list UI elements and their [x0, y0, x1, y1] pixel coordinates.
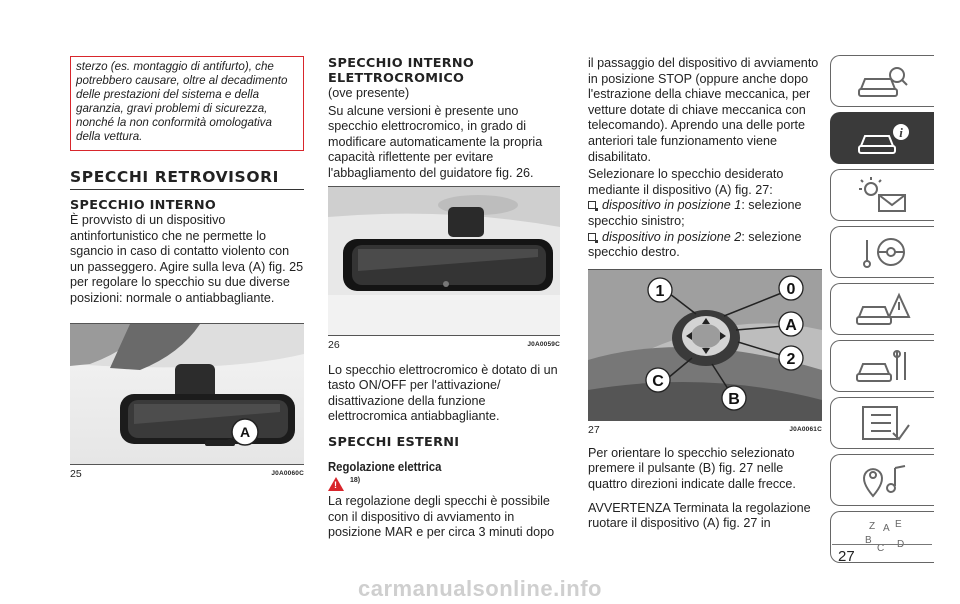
callout-0: 0 [786, 280, 796, 298]
svg-text:D: D [896, 539, 904, 550]
checklist-icon [855, 403, 911, 443]
figure-26-photo [328, 187, 560, 335]
location-music-icon [855, 460, 911, 500]
figure-27-photo [588, 270, 822, 420]
note: (ove presente) [328, 86, 410, 100]
warning-triangle-icon: ! [328, 477, 344, 491]
svg-text:E: E [894, 519, 902, 530]
figure-27-code: J0A0061C [789, 426, 822, 434]
callout-a: A [785, 316, 797, 334]
warning-ref-number: 18) [350, 476, 361, 484]
tab-lights[interactable] [830, 169, 934, 221]
paragraph-1: il passaggio del dispositivo di avviamento in posizione STOP (oppure anche dopo l'estrazione della chiave meccanica, per vetture dotate di chiave meccanica con telecomando). Aprendo una delle porte anteriori tale funzionamento viene disabilitato. [588, 56, 819, 164]
figure-26-number: 26 [328, 338, 340, 351]
tab-multimedia[interactable] [830, 454, 934, 506]
figure-26 [328, 186, 560, 336]
subsection-title-electrochromic: SPECCHIO INTERNO ELETTROCROMICO [328, 56, 475, 86]
bullet-1: dispositivo in posizione 1: selezione specchio sinistro; [588, 198, 802, 228]
paragraph-2: Selezionare lo specchio desiderato mediante il dispositivo (A) fig. 27: [588, 167, 784, 197]
minor-title: Regolazione elettrica [328, 459, 442, 474]
figure-26-caption [328, 336, 560, 351]
tab-car-search[interactable] [830, 55, 934, 107]
figure-26-code: J0A0059C [527, 341, 560, 349]
warning-text: sterzo (es. montaggio di antifurto), che potrebbero causare, oltre al decadimento delle prestazioni del sistema e della garanzia, gravi problemi di sicurezza, nonché la non conformità omologativa della vettura. [76, 60, 288, 143]
tab-driving[interactable] [830, 226, 934, 278]
paragraph-2: Lo specchio elettrocromico è dotato di un tasto ON/OFF per l'attivazione/ disattivazione della funzione elettrocromica antiabbagliante. [328, 362, 558, 424]
column-left [70, 56, 304, 480]
car-info-icon [855, 118, 911, 158]
svg-text:A: A [882, 523, 890, 534]
figure-25 [70, 323, 304, 465]
watermark: carmanualsonline.info [358, 576, 602, 601]
subsection-title: SPECCHIO INTERNO [70, 198, 217, 213]
car-tools-icon [855, 346, 911, 386]
bullet-2: dispositivo in posizione 2: selezione specchio destro. [588, 229, 802, 260]
tab-safety[interactable] [830, 283, 934, 335]
svg-text:Z: Z [868, 521, 875, 532]
section-title: SPECCHI RETROVISORI [70, 168, 304, 190]
paragraph-4: AVVERTENZA Terminata la regolazione ruotare il dispositivo (A) fig. 27 in [588, 500, 811, 531]
alphabet-index-icon [855, 517, 911, 557]
tab-maintenance[interactable] [830, 340, 934, 392]
tab-specs[interactable] [830, 397, 934, 449]
paragraph-1: Su alcune versioni è presente uno specchio elettrocromico, in grado di modificare automaticamente la propria capacità riflettente per evitare l'abbagliamento del guidatore fig. 26. [328, 103, 543, 180]
chapter-sidebar [830, 55, 934, 568]
tab-car-info[interactable] [830, 112, 934, 164]
figure-25-code: J0A0060C [271, 470, 304, 478]
paragraph-3: Per orientare lo specchio selezionato premere il pulsante (B) fig. 27 nelle quattro direzioni indicate dalle frecce. [588, 445, 796, 491]
svg-text:B: B [864, 535, 872, 546]
light-envelope-icon [855, 175, 911, 215]
subsection-title-external: SPECCHI ESTERNI [328, 434, 460, 450]
page-rule [832, 544, 932, 545]
figure-27-caption [588, 421, 822, 436]
paragraph: È provvisto di un dispositivo antinfortunistico che ne permette lo sgancio in caso di contatto violento con un passeggero. Agire sulla leva (A) fig. 25 per regolare lo specchio su due diverse posizioni: normale o antiabbagliante. [70, 213, 304, 305]
car-warning-icon [855, 289, 911, 329]
figure-25-number: 25 [70, 467, 82, 480]
column-middle [328, 56, 560, 541]
bullet-icon [588, 233, 596, 241]
figure-25-callout: A [239, 423, 251, 440]
warning-reference [328, 477, 560, 491]
callout-1: 1 [655, 282, 665, 300]
callout-b: B [728, 390, 740, 408]
figure-27-number: 27 [588, 423, 600, 436]
bullet-icon [588, 201, 596, 209]
svg-text:C: C [876, 543, 884, 554]
steering-wheel-icon [855, 232, 911, 272]
page-number: 27 [838, 548, 855, 565]
warning-box [70, 56, 304, 151]
callout-2: 2 [786, 350, 796, 368]
paragraph-3: La regolazione degli specchi è possibile con il dispositivo di avviamento in posizione MAR e per circa 3 minuti dopo [328, 493, 555, 540]
column-right [588, 56, 822, 532]
car-search-icon [855, 61, 911, 101]
svg-text:i: i [898, 125, 903, 140]
figure-25-photo [70, 324, 304, 464]
figure-25-caption [70, 465, 304, 480]
callout-c: C [652, 372, 664, 390]
figure-27 [588, 269, 822, 421]
